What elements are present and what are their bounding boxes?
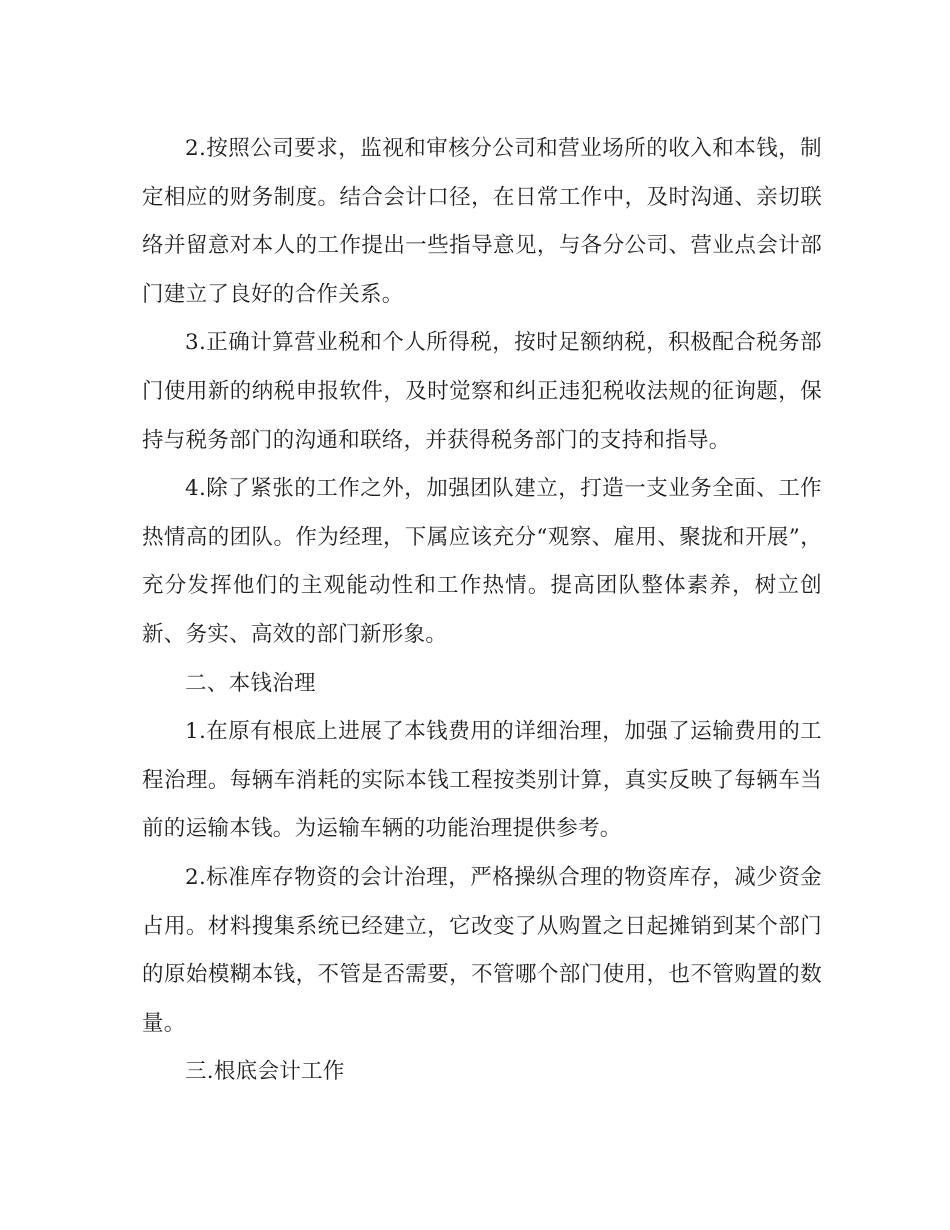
paragraph-item-2-inventory: 2.标准库存物资的会计治理，严格操纵合理的物资库存，减少资金占用。材料搜集系统已经建立，它改变了从购置之日起摊销到某个部门的原始模糊本钱，不管是否需要，不管哪个部门使用，也不管购置的数量。: [142, 864, 822, 1036]
paragraph-item-4-team-building: 4.除了紧张的工作之外，加强团队建立，打造一支业务全面、工作热情高的团队。作为经理，下属应该充分“观察、雇用、聚拢和开展”，充分发挥他们的主观能动性和工作热情。提高团队整体素养，树立创新、务实、高效的部门新形象。: [142, 476, 822, 647]
paragraph-item-2-supervision: 2.按照公司要求，监视和审核分公司和营业场所的收入和本钱，制定相应的财务制度。结合会计口径，在日常工作中，及时沟通、亲切联络并留意对本人的工作提出一些指导意见，与各分公司、营业点会计部门建立了良好的合作关系。: [142, 136, 822, 307]
section-heading-basic-accounting: 三.根底会计工作: [185, 1059, 345, 1085]
paragraph-item-1-cost-control: 1.在原有根底上进展了本钱费用的详细治理，加强了运输费用的工程治理。每辆车消耗的实际本钱工程按类别计算，真实反映了每辆车当前的运输本钱。为运输车辆的功能治理提供参考。: [142, 719, 822, 842]
paragraph-item-3-taxes: 3.正确计算营业税和个人所得税，按时足额纳税，积极配合税务部门使用新的纳税申报软件，及时觉察和纠正违犯税收法规的征询题，保持与税务部门的沟通和联络，并获得税务部门的支持和指导。: [142, 330, 822, 453]
document-body: [142, 125, 822, 1097]
section-heading-cost-management: 二、本钱治理: [185, 670, 316, 696]
